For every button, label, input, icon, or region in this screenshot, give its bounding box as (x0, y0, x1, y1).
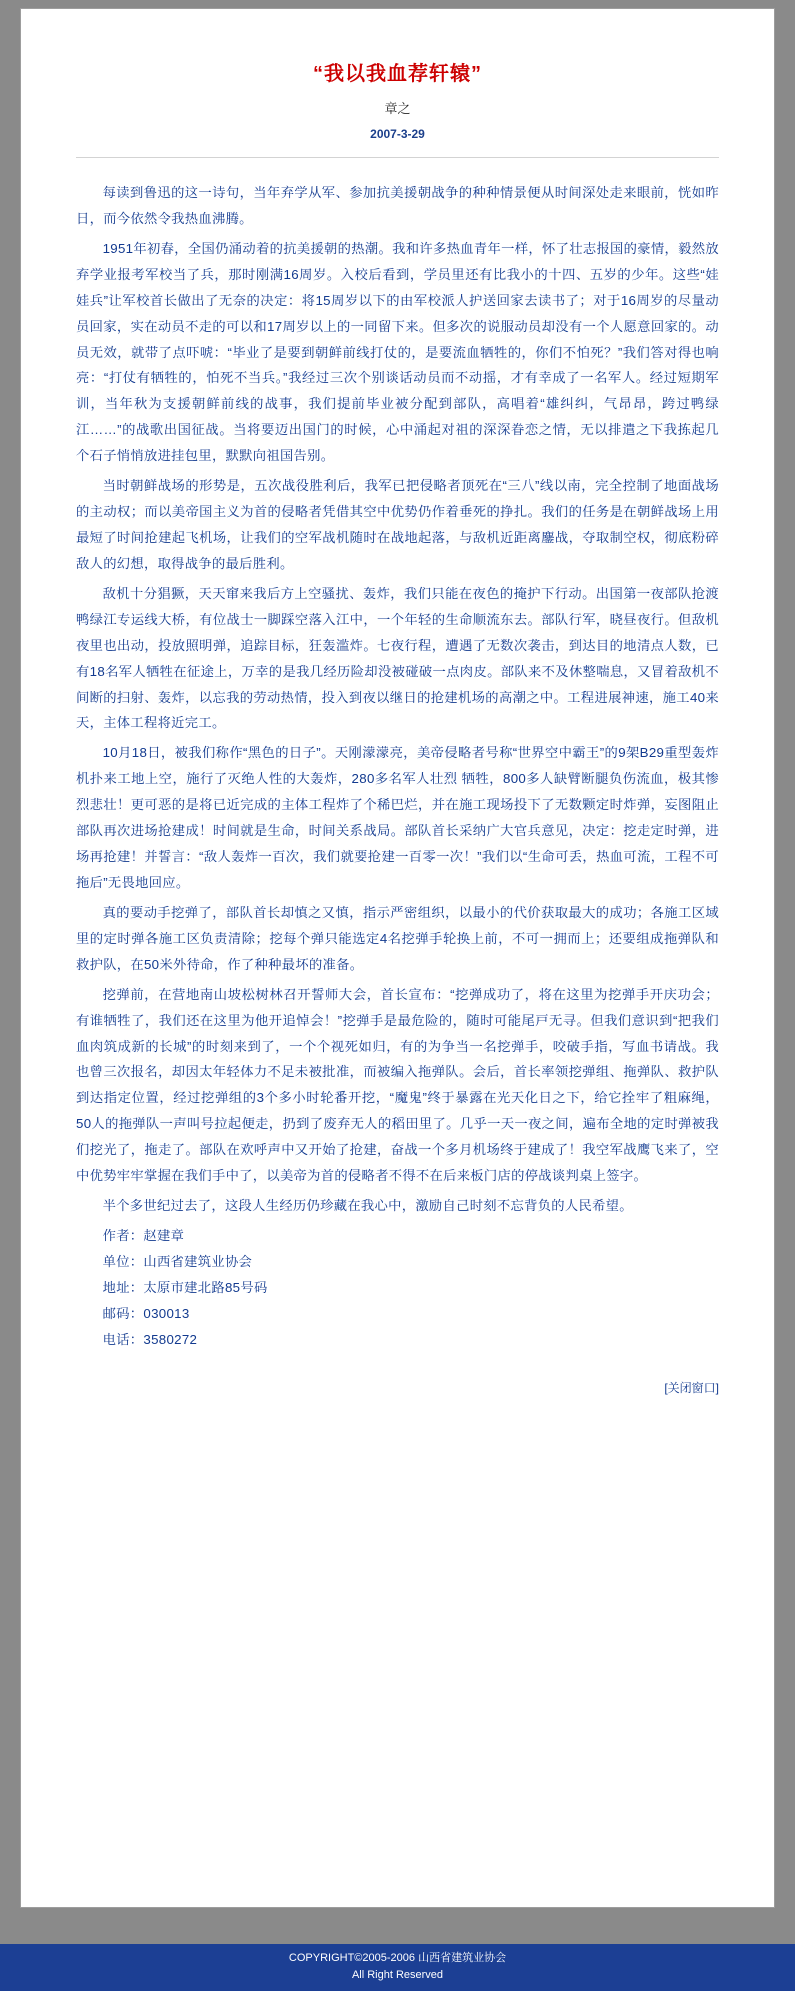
paragraph: 10月18日，被我们称作“黑色的日子”。天刚濛濛亮，美帝侵略者号称“世界空中霸王”的9架B29重型轰炸机扑来工地上空，施行了灭绝人性的大轰炸，280多名军人壮烈 牺牲，800多人缺臂断腿负伤流血，极其惨烈悲壮！更可恶的是将已近完成的主体工程炸了个稀巴烂，并在施工现场投下了无数颗定时炸弹，妄图阻止部队再次进场抢建成！时间就是生命，时间关系战局。部队首长采纳广大官兵意见，决定：挖走定时弹，进场再抢建！并誓言：“敌人轰炸一百次，我们就要抢建一百零一次！”我们以“生命可丢，热血可流，工程不可拖后”无畏地回应。 (76, 745, 719, 890)
document-date: 2007-3-29 (370, 127, 425, 141)
paragraph: 半个多世纪过去了，这段人生经历仍珍藏在我心中，激励自己时刻不忘背负的人民希望。 (102, 1198, 633, 1214)
close-window-container (76, 1379, 719, 1396)
signature-line: 电话：3580272 (102, 1331, 198, 1347)
paragraph: 每读到鲁迅的这一诗句，当年弃学从军、参加抗美援朝战争的种种情景便从时间深处走来眼前，恍如昨日，而今依然令我热血沸腾。 (76, 185, 719, 226)
document-sheet (20, 8, 775, 1908)
signature-line: 地址：太原市建北路85号码 (102, 1279, 268, 1295)
paragraph: 敌机十分猖獗，天天窜来我后方上空骚扰、轰炸，我们只能在夜色的掩护下行动。出国第一夜部队抢渡鸭绿江专运线大桥，有位战士一脚踩空落入江中，一个年轻的生命顺流东去。部队行军，晓昼夜行。但敌机夜里也出动，投放照明弹，追踪目标，狂轰滥炸。七夜行程，遭遇了无数次袭击，到达目的地清点人数，已有18名军人牺牲在征途上，万幸的是我几经历险却没被碰破一点肉皮。部队来不及休整喘息，又冒着敌机不间断的扫射、轰炸，以忘我的劳动热情，投入到夜以继日的抢建机场的高潮之中。工程进展神速，施工40来天，主体工程将近完工。 (76, 585, 719, 731)
header-divider (76, 157, 719, 158)
paragraph: 挖弹前，在营地南山坡松树林召开誓师大会，首长宣布：“挖弹成功了，将在这里为挖弹手开庆功会；有谁牺牲了，我们还在这里为他开追悼会！”挖弹手是最危险的，随时可能尾戸无寻。但我们意识到“把我们血肉筑成新的长城”的时刻来到了，一个个视死如归，有的为争当一名挖弹手，咬破手指，写血书请战。我也曾三次报名，却因太年轻体力不足未被批准，而被编入拖弹队。会后，首长率领挖弹组、拖弹队、救护队到达指定位置，经过挖弹组的3个多小时轮番开挖，“魔鬼”终于暴露在光天化日之下，给它拴牢了粗麻绳，50人的拖弹队一声叫号拉起便走，扔到了废弃无人的稻田里了。几乎一天一夜之间，遍布全地的定时弹被我们挖光了，拖走了。部队在欢呼声中又开始了抢建，奋战一个多月机场终于建成了！我空军战鹰飞来了，空中优势牢牢掌握在我们手中了，以美帝为首的侵略者不得不在后来板门店的停战谈判桌上签字。 (76, 986, 719, 1184)
signature-line: 作者：赵建章 (102, 1227, 185, 1243)
close-window-link[interactable]: [关闭窗口] (664, 1380, 719, 1395)
site-footer (0, 1944, 795, 1991)
signature-line: 邮码：030013 (102, 1305, 190, 1321)
footer-copyright: COPYRIGHT©2005-2006 山西省建筑业协会 (288, 1952, 507, 1964)
paragraph: 1951年初春，全国仍涌动着的抗美援朝的热潮。我和许多热血青年一样，怀了壮志报国的豪情，毅然放弃学业报考军校当了兵，那时刚满16周岁。入校后看到，学员里还有比我小的十四、五岁的少年。这些“娃娃兵”让军校首长做出了无奈的决定：将15周岁以下的由军校派人护送回家去读书了；对于16周岁的尽量动员回家，实在动员不走的可以和17周岁以上的一同留下来。但多次的说服动员却没有一个人愿意回家的。动员无效，就带了点吓唬：“毕业了是要到朝鲜前线打仗的，是要流血牺牲的，你们不怕死？”我们答对得也响亮：“打仗有牺牲的，怕死不当兵。”我经过三次个别谈话动员而不动摇，才有幸成了一名军人。经过短期军训，当年秋为支援朝鲜前线的战事，我们提前毕业被分配到部队，高唱着“雄纠纠，气昂昂，跨过鸭绿江……”的战歌出国征战。当将要迈出国门的时候，心中涌起对祖的深深眷恋之情，无以排遣之下我拣起几个石子悄悄放进挂包里，默默向祖国告别。 (76, 240, 719, 464)
signature-line: 单位：山西省建筑业协会 (102, 1253, 253, 1269)
paragraph: 当时朝鲜战场的形势是，五次战役胜利后，我军已把侵略者顶死在“三八”线以南，完全控制了地面战场的主动权；而以美帝国主义为首的侵略者凭借其空中优势仍作着垂死的挣扎。我们的任务是在朝鲜战场上用最短了时间抢建起飞机场，让我们的空军战机随时在战地起落，与敌机近距离鏖战，夺取制空权，彻底粉碎敌人的幻想，取得战争的最后胜利。 (76, 478, 719, 571)
signature-block (76, 1223, 719, 1353)
paragraph: 真的要动手挖弹了，部队首长却慎之又慎，指示严密组织，以最小的代价获取最大的成功；各施工区域里的定时弹各施工区负责清除；挖每个弹只能选定4名挖弹手轮换上前，不可一拥而上；还要组成拖弹队和救护队，在50米外待命，作了种种最坏的准备。 (76, 904, 719, 972)
footer-rights: All Right Reserved (351, 1968, 444, 1981)
page-title: “我以我血荐轩辕” (313, 63, 482, 85)
article-body (76, 180, 719, 1219)
document-author: 章之 (384, 101, 411, 116)
